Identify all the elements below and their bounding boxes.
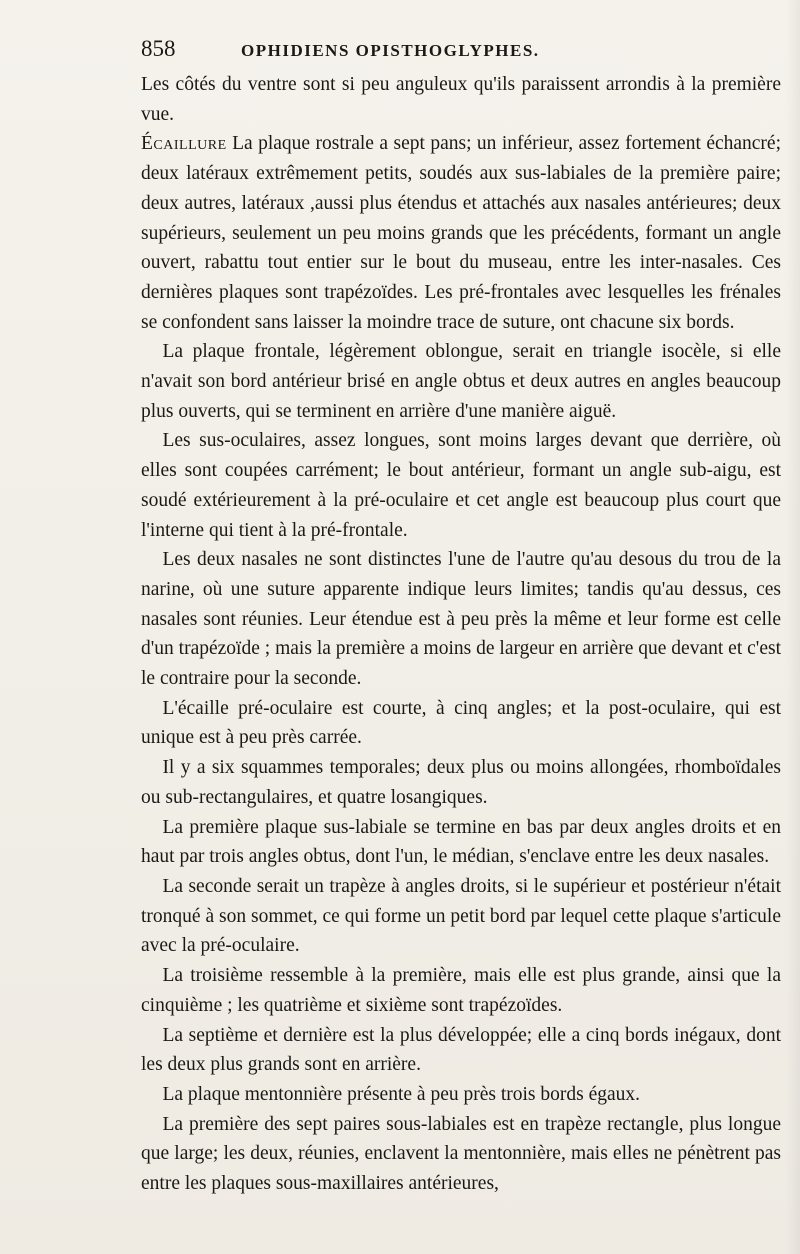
paragraph-frontale: [141, 337, 781, 426]
paragraph-text: La seconde serait un trapèze à angles droits, si le supérieur et postérieur n'était tronqué à son sommet, ce qui forme un petit bord par lequel cette plaque s'articule avec la pré-oculaire.: [141, 875, 781, 957]
paragraph-premiere-sus-labiale: [141, 813, 781, 872]
paragraph-pre-oculaire: [141, 694, 781, 753]
page-number: 858: [141, 36, 176, 61]
paragraph-sous-labiales: [141, 1110, 781, 1199]
paragraph-sus-oculaires: [141, 426, 781, 545]
paragraph-seconde: [141, 872, 781, 961]
paragraph-text: La première plaque sus-labiale se termine en bas par deux angles droits et en haut par trois angles obtus, dont l'un, le médian, s'enclave entre les deux nasales.: [141, 816, 781, 868]
paragraph-temporales: [141, 753, 781, 812]
paragraph-ecaillure: [141, 129, 781, 337]
paragraph-text: Les côtés du ventre sont si peu anguleux qu'ils paraissent arrondis à la première vue.: [141, 74, 781, 125]
paragraph-text: La troisième ressemble à la première, mais elle est plus grande, ainsi que la cinquième ; les quatrième et sixième sont trapézoïdes.: [141, 965, 781, 1016]
body-text: [141, 70, 781, 1199]
paragraph-text: Les sus-oculaires, assez longues, sont moins larges devant que derrière, où elles sont coupées carrément; le bout antérieur, formant un angle sub-aigu, est soudé extérieurement à la pré-oculaire et cet angle est beaucoup plus court que l'interne qui tient à la pré-frontale.: [141, 430, 781, 541]
section-lead-ecaillure: Écaillure: [141, 133, 227, 155]
paragraph-septieme: [141, 1021, 781, 1080]
page-edge-shadow: [786, 0, 800, 1254]
paragraph-text: La septième et dernière est la plus développée; elle a cinq bords inégaux, dont les deux plus grands sont en arrière.: [141, 1024, 781, 1076]
paragraph-mentonniere: [141, 1080, 781, 1110]
paragraph-text: La plaque frontale, légèrement oblongue, serait en triangle isocèle, si elle n'avait son bord antérieur brisé en angle obtus et deux autres en angles beaucoup plus ouverts, qui se terminent en arrière d'une manière aiguë.: [141, 341, 781, 422]
paragraph-text: La plaque rostrale a sept pans; un inférieur, assez fortement échancré; deux latéraux extrêmement petits, soudés aux sus-labiales de la première paire; deux autres, latéraux ,aussi plus étendus et attachés aux nasales antérieures; deux supérieurs, seulement un peu moins grands que les précédents, formant un angle ouvert, rabattu tout entier sur le bout du museau, entre les inter-nasales. Ces dernières plaques sont trapézoïdes. Les pré-frontales avec lesquelles les frénales se confondent sans laisser la moindre trace de suture, ont chacune six bords.: [141, 133, 781, 333]
paragraph-nasales: [141, 545, 781, 694]
paragraph-text: L'écaille pré-oculaire est courte, à cinq angles; et la post-oculaire, qui est unique est à peu près carrée.: [141, 697, 781, 749]
paragraph-troisieme: [141, 961, 781, 1020]
paragraph-text: La plaque mentonnière présente à peu près trois bords égaux.: [162, 1083, 641, 1105]
paragraph-text: Les deux nasales ne sont distinctes l'une de l'autre qu'au desous du trou de la narine, où une suture apparente indique leurs limites; tandis qu'au dessus, ces nasales sont réunies. Leur étendue est à peu près la même et leur forme est celle d'un trapézoïde ; mais la première a moins de largeur en arrière que devant et c'est le contraire pour la seconde.: [141, 549, 781, 690]
running-title: OPHIDIENS OPISTHOGLYPHES.: [241, 41, 540, 60]
paragraph-text: La première des sept paires sous-labiales est en trapèze rectangle, plus longue que large; les deux, réunies, enclavent la mentonnière, mais elles ne pénètrent pas entre les plaques sous-maxillaires antérieures,: [141, 1113, 781, 1195]
paragraph-ventre: [141, 70, 781, 129]
page-header: [141, 36, 739, 64]
paragraph-text: Il y a six squammes temporales; deux plus ou moins allongées, rhomboïdales ou sub-rectangulaires, et quatre losangiques.: [141, 757, 781, 808]
